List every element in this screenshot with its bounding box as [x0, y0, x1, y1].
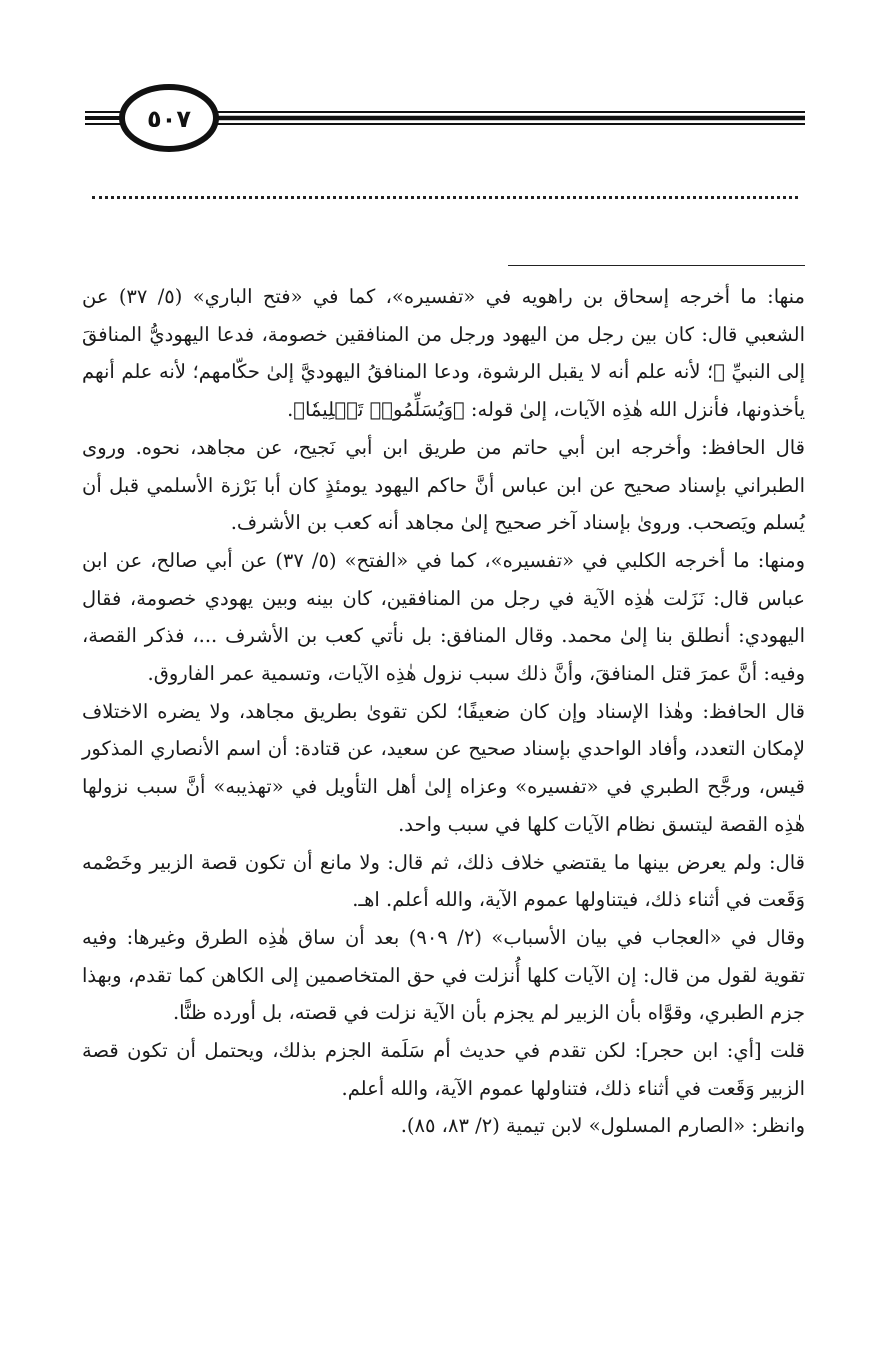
footnote-paragraph: ومنها: ما أخرجه الكلبي في «تفسيره»، كما في «الفتح» (٥/ ٣٧) عن أبي صالح، عن ابن عباس قال: نَزَلت هٰذِه الآية في رجل من المنافقين، كان بينه وبين يهودي خصومة، فقال اليهودي: أنطلق بنا إلىٰ محمد. وقال المنافق: بل نأتي كعب بن الأشرف ...، فذكر القصة، وفيه: أنَّ عمرَ قتل المنافقَ، وأنَّ ذلك سبب نزول هٰذِه الآيات، وتسمية عمر الفاروق. [82, 548, 805, 686]
footnote-paragraph: منها: ما أخرجه إسحاق بن راهويه في «تفسيره»، كما في «فتح الباري» (٥/ ٣٧) عن الشعبي قال: كان بين رجل من اليهود ورجل من المنافقين خصومة، فدعا اليهوديُّ المنافقَ إلى النبيِّ ﷺ؛ لأنه علم أنه لا يقبل الرشوة، ودعا المنافقُ اليهوديَّ إلىٰ حكّامهم؛ لأنه علم أنهم يأخذونها، فأنزل الله هٰذِه الآيات، إلىٰ قوله: ﴿وَيُسَلِّمُوا۟ تَسۡلِيمٗا﴾. [82, 285, 805, 422]
footnote-paragraph: وقال في «العجاب في بيان الأسباب» (٢/ ٩٠٩) بعد أن ساق هٰذِه الطرق وغيرها: وفيه تقوية لقول من قال: إن الآيات كلها أُنزلت في حق المتخاصمين إلى الكاهن كما تقدم، وبهذا جزم الطبري، وقوَّاه بأن الزبير لم يجزم بأن الآية نزلت في قصته، بل أورده ظنًّا. [82, 925, 805, 1025]
footnote-paragraph: قال الحافظ: وأخرجه ابن أبي حاتم من طريق ابن أبي نَجيح، عن مجاهد، نحوه. وروى الطبراني بإسناد صحيح عن ابن عباس أنَّ حاكم اليهود يومئذٍ كان أبا بَرْزة الأسلمي قبل أن يُسلم ويَصحب. وروىٰ بإسناد آخر صحيح إلىٰ مجاهد أنه كعب بن الأشرف. [82, 435, 805, 535]
page-header [85, 80, 805, 170]
footnote-paragraph: وانظر: «الصارم المسلول» لابن تيمية (٢/ ٨٣، ٨٥). [400, 1114, 805, 1138]
footnotes-section [82, 278, 805, 1145]
footnote-separator [508, 265, 805, 266]
footnote-paragraph: قال: ولم يعرض بينها ما يقتضي خلاف ذلك، ثم قال: ولا مانع أن تكون قصة الزبير وخَصْمه وَقَعت في أثناء ذلك، فيتناولها عموم الآية، والله أعلم. اهـ. [82, 850, 805, 912]
footnote-paragraph: قلت [أي: ابن حجر]: لكن تقدم في حديث أم سَلَمة الجزم بذلك، ويحتمل أن تكون قصة الزبير وَقَعت في أثناء ذلك، فتناولها عموم الآية، والله أعلم. [82, 1039, 805, 1100]
dotted-divider [92, 196, 798, 199]
footnote-paragraph: قال الحافظ: وهٰذا الإسناد وإن كان ضعيفًا؛ لكن تقوىٰ بطريق مجاهد، ولا يضره الاختلاف لإمكان التعدد، وأفاد الواحدي بإسناد صحيح عن سعيد، عن قتادة: أن اسم الأنصاري المذكور قيس، ورجَّح الطبري في «تفسيره» وعزاه إلىٰ أهل التأويل في «تهذيبه» أنَّ سبب نزولها هٰذِه القصة ليتسق نظام الآيات كلها في سبب واحد. [82, 699, 805, 836]
page-number: ٥٠٧ [147, 105, 191, 133]
